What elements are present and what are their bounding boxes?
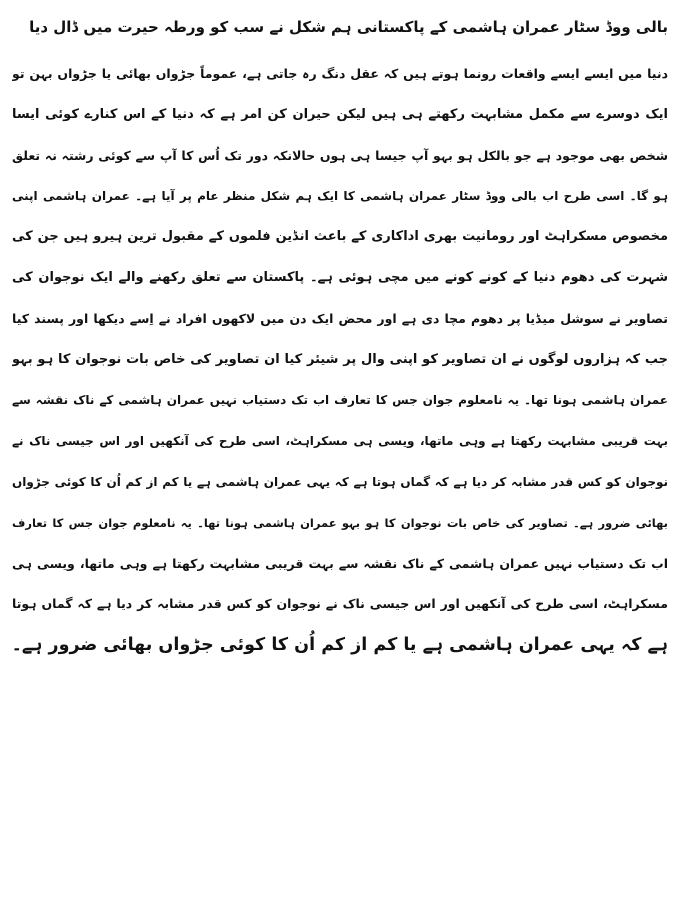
article-body [12, 54, 668, 666]
body-line: بھائی ضرور ہے۔ تصاویر کی خاص بات نوجوان کا ہو بہو عمران ہاشمی ہونا تھا۔ یہ نامعلوم جوان جس کا تعارف [12, 515, 668, 530]
body-line: نوجوان کو کس قدر مشابہ کر دیا ہے کہ گماں ہوتا ہے کہ یہی عمران ہاشمی ہے یا کم از کم اُن کا کوئی جڑواں [12, 474, 668, 489]
body-line: شخص بھی موجود ہے جو بالکل ہو بہو آپ جیسا ہی ہوں حالانکہ دور تک اُس کا آپ سے کوئی رشتہ نہ تعلق [12, 147, 668, 163]
body-line: شہرت کی دھوم دنیا کے کونے کونے میں مچی ہوئی ہے۔ پاکستان سے تعلق رکھنے والے ایک نوجوان کی [12, 269, 668, 285]
body-line: جب کہ ہزاروں لوگوں نے ان تصاویر کو اپنی وال پر شیئر کیا ان تصاویر کی خاص بات نوجوان کا ہو بہو [12, 351, 668, 367]
body-line: مخصوص مسکراہٹ اور رومانیت بھری اداکاری کے باعث انڈین فلموں کے مقبول ترین ہیرو ہیں جن کی [12, 229, 668, 245]
body-line: بہت قریبی مشابہت رکھتا ہے وہی ماتھا، ویسی ہی مسکراہٹ، اسی طرح کی آنکھیں اور اس جیسی ناک نے [12, 434, 668, 449]
article [12, 10, 668, 900]
article-headline: بالی ووڈ سٹار عمران ہاشمی کے پاکستانی ہم شکل نے سب کو ورطہ حیرت میں ڈال دیا [29, 18, 668, 36]
body-line: دنیا میں ایسے ایسے واقعات رونما ہوتے ہیں کہ عقل دنگ رہ جاتی ہے، عموماً جڑواں بھائی یا جڑواں بہن تو [12, 66, 668, 81]
body-line: عمران ہاشمی ہونا تھا۔ یہ نامعلوم جوان جس کا تعارف اب تک دستیاب نہیں عمران ہاشمی کے ناک نقشہ سے [12, 393, 668, 408]
body-line: ہے کہ یہی عمران ہاشمی ہے یا کم از کم اُن کا کوئی جڑواں بھائی ضرور ہے۔ [12, 635, 668, 656]
body-line: ہو گا۔ اسی طرح اب بالی ووڈ سٹار عمران ہاشمی کا ایک ہم شکل منظر عام پر آیا ہے۔ عمران ہاشمی اپنی [12, 189, 668, 204]
body-line: تصاویر نے سوشل میڈیا پر دھوم مچا دی ہے اور محض ایک دن میں لاکھوں افراد نے اِسے دیکھا اور پسند کیا [12, 310, 668, 326]
body-line: اب تک دستیاب نہیں عمران ہاشمی کے ناک نقشہ سے بہت قریبی مشابہت رکھتا ہے وہی ماتھا، ویسی ہی [12, 555, 668, 571]
body-line: ایک دوسرے سے مکمل مشابہت رکھتے ہی ہیں لیکن حیران کن امر ہے کہ دنیا کے اس کنارے کوئی ایسا [12, 106, 668, 122]
body-line: مسکراہٹ، اسی طرح کی آنکھیں اور اس جیسی ناک نے نوجوان کو کس قدر مشابہ کر دیا ہے کہ گماں ہوتا [12, 596, 668, 612]
